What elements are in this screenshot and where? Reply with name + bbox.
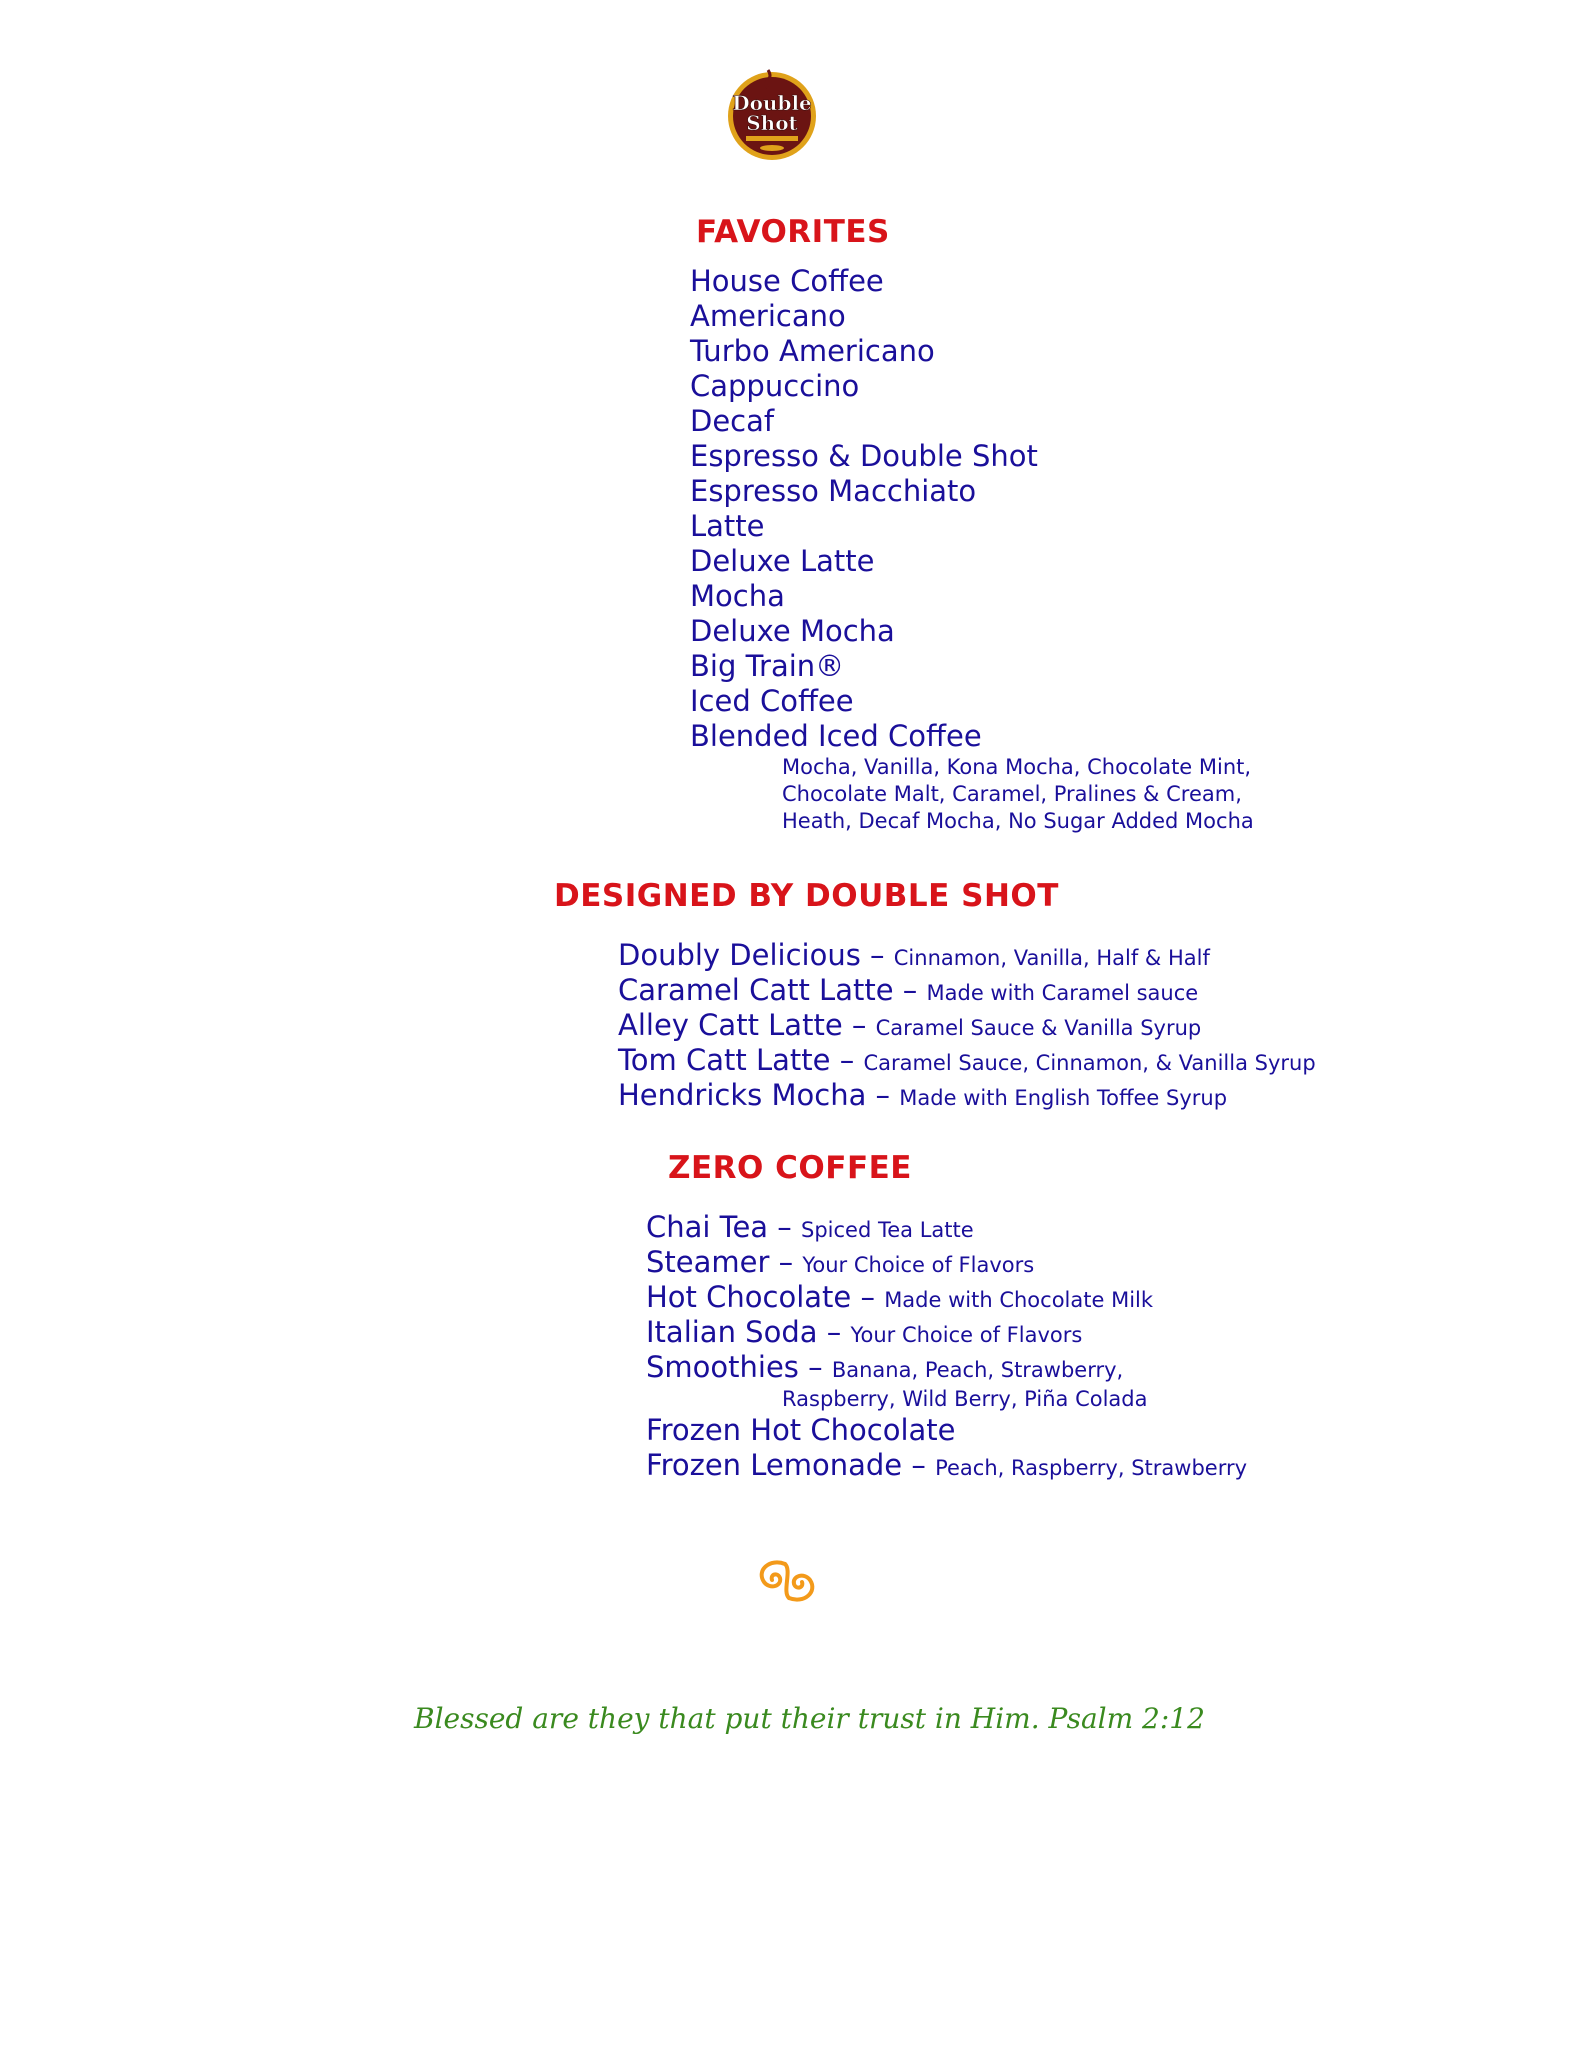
designed-heading: DESIGNED BY DOUBLE SHOT xyxy=(554,878,1059,914)
menu-item xyxy=(646,1315,1082,1353)
menu-item xyxy=(618,1078,1227,1116)
item-separator: – xyxy=(902,1448,936,1482)
menu-item: Deluxe Latte xyxy=(690,544,875,578)
item-separator: – xyxy=(768,1210,802,1244)
menu-item xyxy=(618,1043,1316,1081)
item-description: Banana, Peach, Strawberry, xyxy=(831,1358,1124,1382)
blended-flavors-line: Heath, Decaf Mocha, No Sugar Added Mocha xyxy=(782,809,1254,833)
smoothies-continued: Raspberry, Wild Berry, Piña Colada xyxy=(782,1387,1148,1411)
item-separator: – xyxy=(842,1008,876,1042)
item-description: Made with Caramel sauce xyxy=(926,981,1199,1005)
menu-item: Turbo Americano xyxy=(690,334,935,368)
menu-item: Cappuccino xyxy=(690,369,860,403)
item-name: Chai Tea xyxy=(646,1210,769,1244)
item-description: Peach, Raspberry, Strawberry xyxy=(935,1456,1248,1480)
item-separator: – xyxy=(817,1315,851,1349)
item-name: Hot Chocolate xyxy=(646,1280,852,1314)
menu-item: Americano xyxy=(690,299,846,333)
item-separator: – xyxy=(851,1280,885,1314)
double-shot-logo xyxy=(724,66,820,162)
item-name: Doubly Delicious xyxy=(618,938,861,972)
item-description: Your Choice of Flavors xyxy=(850,1323,1083,1347)
item-name: Frozen Hot Chocolate xyxy=(646,1413,956,1447)
menu-item: Decaf xyxy=(690,404,775,438)
item-separator: – xyxy=(769,1245,803,1279)
item-separator: – xyxy=(830,1043,864,1077)
item-name: Smoothies xyxy=(646,1350,799,1384)
item-separator: – xyxy=(860,938,894,972)
menu-item xyxy=(646,1350,1123,1388)
item-name: Frozen Lemonade xyxy=(646,1448,903,1482)
item-description: Spiced Tea Latte xyxy=(801,1218,974,1242)
menu-item xyxy=(646,1245,1034,1283)
menu-item xyxy=(618,973,1198,1011)
logo-line2: Shot xyxy=(746,111,798,135)
item-description: Made with English Toffee Syrup xyxy=(899,1086,1228,1110)
menu-item: Latte xyxy=(690,509,765,543)
item-name: Alley Catt Latte xyxy=(618,1008,843,1042)
menu-item xyxy=(646,1210,974,1248)
flourish-ornament-icon xyxy=(752,1556,822,1606)
favorites-heading: FAVORITES xyxy=(696,214,890,250)
blended-flavors-line: Mocha, Vanilla, Kona Mocha, Chocolate Mint, xyxy=(782,755,1252,779)
menu-item: Big Train® xyxy=(690,649,845,683)
item-name: Steamer xyxy=(646,1245,770,1279)
menu-item: Espresso & Double Shot xyxy=(690,439,1038,473)
item-name: Caramel Catt Latte xyxy=(618,973,894,1007)
item-separator: – xyxy=(866,1078,900,1112)
item-separator: – xyxy=(893,973,927,1007)
item-name: Italian Soda xyxy=(646,1315,818,1349)
menu-item: Espresso Macchiato xyxy=(690,474,977,508)
menu-item: Iced Coffee xyxy=(690,684,854,718)
menu-item xyxy=(618,1008,1201,1046)
item-description: Your Choice of Flavors xyxy=(802,1253,1035,1277)
item-description: Cinnamon, Vanilla, Half & Half xyxy=(893,946,1210,970)
menu-item: Mocha xyxy=(690,579,785,613)
bible-verse: Blessed are they that put their trust in Him. Psalm 2:12 xyxy=(414,1702,1205,1735)
item-separator: – xyxy=(798,1350,832,1384)
menu-item: House Coffee xyxy=(690,264,884,298)
menu-item: Blended Iced Coffee xyxy=(690,719,982,753)
item-description: Caramel Sauce & Vanilla Syrup xyxy=(875,1016,1202,1040)
item-description: Caramel Sauce, Cinnamon, & Vanilla Syrup xyxy=(863,1051,1316,1075)
logo-badge-icon xyxy=(724,66,820,162)
item-name: Hendricks Mocha xyxy=(618,1078,867,1112)
menu-item xyxy=(646,1413,956,1448)
blended-flavors-line: Chocolate Malt, Caramel, Pralines & Cream, xyxy=(782,782,1242,806)
item-description: Made with Chocolate Milk xyxy=(884,1288,1154,1312)
logo-line1: Double xyxy=(732,91,812,115)
zero-coffee-heading: ZERO COFFEE xyxy=(668,1150,912,1186)
menu-item: Deluxe Mocha xyxy=(690,614,895,648)
item-name: Tom Catt Latte xyxy=(618,1043,831,1077)
menu-item xyxy=(646,1280,1153,1318)
menu-item xyxy=(618,938,1210,976)
menu-item xyxy=(646,1448,1247,1486)
